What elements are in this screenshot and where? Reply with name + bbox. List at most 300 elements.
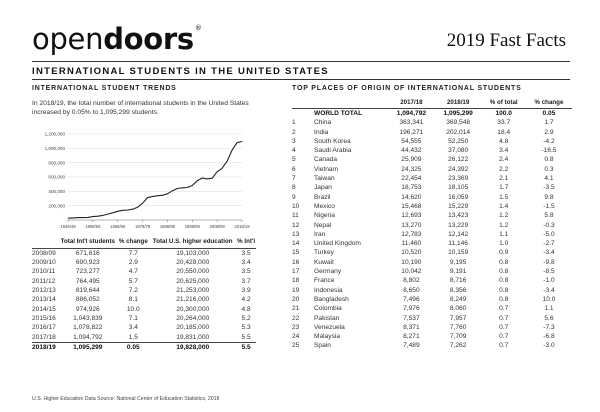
trends-cell: 3.5 [241,268,251,276]
trends-cell: 2011/12 [32,277,56,285]
places-cell: 0.8 [499,258,509,266]
data-point [122,210,123,211]
x-tick-label: 2008/09 [209,224,225,229]
places-cell: 1.0 [499,240,509,248]
places-cell: 1.7 [499,184,509,192]
y-tick-label: 1,000,000 [44,145,65,151]
data-point [117,211,118,212]
places-cell: 8,716 [449,277,467,285]
places-cell: -6.8 [543,333,555,341]
trends-cell: 19,831,000 [176,333,210,341]
y-tick-label: 600,000 [48,174,65,180]
places-cell: 23,369 [448,175,469,183]
places-col-header [292,98,314,109]
trend-line-chart [30,128,250,234]
places-row [292,202,572,211]
places-cell: 26,122 [448,156,469,164]
trends-cell: 20,300,000 [176,305,210,313]
places-cell: 1 [292,119,296,127]
places-col-header: % change [526,98,572,109]
places-cell: -2.7 [543,240,555,248]
places-cell: Spain [314,342,331,350]
places-cell: 7,976 [403,305,420,313]
trends-cell: 20,550,000 [176,268,210,276]
places-cell: 363,341 [399,119,424,127]
places-row [292,230,572,239]
places-cell: 4.1 [544,175,554,183]
places-cell: 369,548 [446,119,471,127]
places-row [292,165,572,174]
places-col-header [314,98,388,109]
places-cell: 196,271 [399,128,424,136]
trends-cell: 20,428,000 [176,258,210,266]
places-cell: Venezuela [314,323,345,331]
trends-cell: 2010/11 [32,268,56,276]
places-cell: 5.6 [544,314,554,322]
trends-cell: 886,052 [75,296,100,304]
places-cell: 9,195 [449,258,467,266]
places-cell: 0.8 [499,295,509,303]
series-line [68,142,242,219]
places-cell: Bangladesh [314,295,349,303]
places-cell: 10,520 [401,249,422,257]
data-point [97,216,98,217]
places-cell: 0.7 [499,314,509,322]
places-cell: 8,371 [403,323,420,331]
places-cell: 1.1 [499,230,509,238]
places-cell: 2.9 [544,128,554,136]
trends-cell: 20,185,000 [176,324,210,332]
data-point [232,150,233,151]
trends-cell: 20,625,000 [176,277,210,285]
trends-cell: 7.1 [128,314,138,322]
places-cell: 18,753 [401,184,422,192]
trends-cell: 2014/15 [32,305,56,313]
data-point [182,187,183,188]
places-total-cell: 1,095,299 [443,110,473,117]
trends-cell: 3.9 [241,286,251,294]
places-row [292,286,572,295]
data-point [212,178,213,179]
places-cell: -1.5 [543,202,555,210]
trends-cell: 4.8 [241,305,251,313]
trends-cell: 2018/19 [32,342,58,352]
data-point [93,216,94,217]
places-cell: 10,190 [401,258,422,266]
trends-row [32,295,256,304]
x-tick-label: 2018/19 [234,224,250,229]
places-cell: Kuwait [314,258,334,266]
places-cell: 7,262 [449,342,467,350]
trends-row [32,267,256,276]
trends-cell: 2015/16 [32,314,56,322]
places-cell: 7,496 [403,295,420,303]
places-cell: 1.7 [544,119,554,127]
places-cell: 21 [292,305,300,313]
places-cell: 0.3 [544,165,554,173]
places-cell: -3.4 [543,249,555,257]
places-cell: 16,059 [448,193,469,201]
places-cell: -1.0 [543,277,555,285]
places-cell: 18,105 [448,184,469,192]
places-cell: Germany [314,268,342,276]
data-point [137,207,138,208]
places-row [292,183,572,192]
places-row [292,314,572,323]
places-cell: 8,271 [403,333,420,341]
places-cell: -7.3 [543,323,555,331]
trends-cell: 4.2 [241,296,251,304]
places-row [292,323,572,332]
places-row [292,211,572,220]
x-tick-label: 1988/89 [159,224,175,229]
trends-cell: 21,253,000 [176,286,210,294]
places-cell: 202,014 [446,128,471,136]
title-divider [32,79,570,80]
trends-row [32,342,256,352]
places-cell: 6 [292,165,296,173]
y-tick-label: 1,200,000 [44,131,65,137]
trends-cell: 3.5 [241,249,251,257]
data-point [207,179,208,180]
places-cell: 14 [292,240,300,248]
places-cell: 22 [292,314,300,322]
trends-cell: 5.7 [128,277,138,285]
data-point [202,178,203,179]
y-tick-label: 800,000 [48,160,65,166]
places-cell: 8,356 [449,286,467,294]
places-cell: 8 [292,184,296,192]
trends-cell: 1,095,299 [58,342,117,352]
places-cell: 1.5 [499,193,509,201]
places-cell: 13,229 [448,221,469,229]
trends-cell: 690,923 [75,258,100,266]
places-cell: 24 [292,333,300,341]
places-cell: 10 [292,202,300,210]
places-cell: 0.8 [499,277,509,285]
places-row [292,128,572,137]
places-total-row [292,109,572,119]
places-cell: 33.7 [497,119,511,127]
data-point [157,195,158,196]
places-cell: 7,709 [449,333,467,341]
places-cell: 9.8 [544,193,554,201]
places-row [292,276,572,285]
places-row [292,137,572,146]
places-cell: United Kingdom [314,240,361,248]
x-tick-label: 1958/59 [85,224,101,229]
places-row [292,193,572,202]
data-point [112,212,113,213]
places-cell: 7,489 [403,342,420,350]
trends-cell: 819,644 [75,286,100,294]
trends-col-header: % change [118,238,150,248]
trends-title: INTERNATIONAL STUDENT TRENDS [32,85,177,92]
places-cell: 0.7 [499,305,509,313]
trends-cell: 1,078,822 [73,324,103,332]
places-row [292,174,572,183]
places-cell: 2 [292,128,296,136]
places-cell: -8.5 [543,268,555,276]
trends-cell: 1,043,839 [73,314,103,322]
places-cell: 13 [292,230,300,238]
data-point [227,161,228,162]
places-cell: 11,146 [448,240,468,248]
places-cell: 12,142 [448,230,469,238]
data-point [197,180,198,181]
trends-row [32,323,256,332]
trends-col-header: Total Int'l students [58,238,117,248]
trends-cell: 0.05 [118,342,150,352]
places-cell: -3.4 [543,286,555,294]
trends-row [32,258,256,267]
data-point [242,141,243,142]
places-row [292,118,572,127]
places-total-cell: 100.0 [495,110,512,117]
places-cell: 12,783 [401,230,422,238]
places-cell: Mexico [314,202,335,210]
data-point [192,185,193,186]
places-cell: -0.3 [543,221,555,229]
places-cell: 15 [292,249,300,257]
places-cell: 8,060 [449,305,467,313]
trends-cell: 10.0 [126,305,140,313]
places-cell: 4 [292,147,296,155]
trends-col-header: Total U.S. higher education [149,238,236,248]
places-cell: Nepal [314,221,332,229]
places-cell: 0.7 [499,323,509,331]
places-cell: -3.0 [543,342,555,350]
places-cell: Vietnam [314,165,339,173]
places-row [292,332,572,341]
places-cell: 1.2 [499,212,509,220]
fast-facts-title: 2019 Fast Facts [446,30,566,51]
source-note: U.S. Higher Education Data Source: National Center of Education Statistics, 2018 [32,396,220,402]
places-cell: 25,909 [401,156,422,164]
places-cell: Saudi Arabia [314,147,352,155]
places-cell: 17 [292,268,300,276]
trends-cell: 5.3 [241,324,251,332]
places-cell: 2.1 [499,175,509,183]
trends-cell: 2013/14 [32,296,56,304]
data-point [83,217,84,218]
places-cell: Pakistan [314,314,340,322]
places-cell: Taiwan [314,175,335,183]
data-point [187,187,188,188]
places-cell: Turkey [314,249,334,257]
places-cell: -4.2 [543,137,555,145]
y-tick-label: 200,000 [48,203,65,209]
logo-doors-text: doors [103,22,194,56]
places-cell: France [314,277,335,285]
places-cell: 11,460 [401,240,422,248]
places-row [292,221,572,230]
places-cell: 9 [292,193,296,201]
places-row [292,304,572,313]
trends-cell: 1.5 [128,333,138,341]
places-cell: 22,454 [401,175,422,183]
trends-cell: 764,495 [75,277,100,285]
data-point [152,196,153,197]
trends-cell: 19,103,000 [176,249,210,257]
places-col-header: 2018/19 [435,98,482,109]
trends-cell: 19,828,000 [149,342,236,352]
places-cell: India [314,128,329,136]
trends-cell: 1,094,792 [73,333,103,341]
places-cell: -16.5 [541,147,557,155]
places-cell: Japan [314,184,332,192]
places-cell: 7,760 [449,323,467,331]
places-cell: 5 [292,156,296,164]
trends-cell: 723,277 [75,268,100,276]
data-point [162,195,163,196]
x-tick-label: 1968/69 [110,224,126,229]
x-tick-label: 1948/49 [60,224,76,229]
page-title: INTERNATIONAL STUDENTS IN THE UNITED STATES [32,66,329,77]
trends-cell: 2.9 [128,258,138,266]
trends-cell: 2008/09 [32,249,56,257]
trends-cell: 974,926 [75,305,100,313]
places-cell: 13,270 [401,221,422,229]
places-total-cell [292,109,314,119]
data-point [127,210,128,211]
places-cell: 11 [292,212,299,220]
places-cell: -5.0 [543,230,555,238]
registered-mark: ® [194,24,202,32]
places-cell: 4.8 [499,137,509,145]
places-total-cell: 0.05 [542,110,556,117]
trends-intro: In 2018/19, the total number of international students in the United States increased by 0.05% to 1,095,299 students. [32,100,249,117]
data-point [222,168,223,169]
trends-row [32,248,256,258]
places-cell: Malaysia [314,333,341,341]
places-cell: 24,325 [401,165,422,173]
places-cell: 8,650 [403,286,420,294]
places-total-cell: 1,094,792 [396,110,427,117]
trends-cell: 2016/17 [32,324,56,332]
data-point [142,203,143,204]
places-cell: 20 [292,295,300,303]
places-row [292,341,572,350]
places-row [292,258,572,267]
places-cell: 0.7 [499,333,509,341]
data-point [177,188,178,189]
places-cell: 8,802 [403,277,420,285]
places-cell: -9.8 [543,258,555,266]
places-col-header: 2017/18 [388,98,435,109]
places-cell: 52,250 [448,137,469,145]
data-point [107,214,108,215]
places-cell: South Korea [314,137,351,145]
trends-cell: 5.5 [241,333,251,341]
places-cell: 24,392 [448,165,469,173]
places-cell: 5.8 [544,212,554,220]
y-tick-label: 400,000 [48,188,65,194]
trends-cell: 3.4 [241,258,251,266]
places-cell: Canada [314,156,338,164]
data-point [237,142,238,143]
places-cell: 37,080 [448,147,469,155]
data-point [68,218,69,219]
places-cell: 10,042 [401,268,422,276]
places-cell: 23 [292,323,300,331]
places-cell: Iran [314,230,326,238]
trend-chart [30,128,250,234]
places-cell: 25 [292,342,300,350]
places-cell: 7,957 [449,314,467,322]
trends-cell: 21,216,000 [176,296,210,304]
data-point [78,217,79,218]
places-cell: 15,468 [401,202,422,210]
trends-cell: 2009/10 [32,258,56,266]
data-point [88,217,89,218]
places-cell: 14,620 [401,193,422,201]
places-row [292,295,572,304]
places-cell: 15,229 [448,202,469,210]
places-cell: 44,432 [401,147,422,155]
places-col-header: % of total [482,98,526,109]
trends-cell: 7.2 [128,286,138,294]
trends-cell: 5.5 [236,342,256,352]
trends-row [32,305,256,314]
trends-cell: 4.7 [128,268,138,276]
logo-open-text: open [32,22,104,56]
places-cell: Nigeria [314,212,335,220]
places-cell: 7,537 [403,314,420,322]
trends-cell: 2017/18 [32,333,56,341]
trends-cell: 3.7 [241,277,251,285]
places-cell: 8,249 [449,295,467,303]
data-point [73,218,74,219]
places-total-cell: WORLD TOTAL [314,110,363,117]
trends-cell: 7.7 [128,249,138,257]
places-cell: 2.4 [499,156,509,164]
trends-col-header [32,238,58,248]
trends-cell: 20,264,000 [176,314,210,322]
places-cell: China [314,119,332,127]
trends-col-header: % Int'l [236,238,256,248]
places-cell: 1.4 [499,202,509,210]
trends-table [32,238,256,352]
places-cell: 2.2 [499,165,509,173]
places-cell: 1.2 [499,221,509,229]
data-point [147,197,148,198]
trends-cell: 2012/13 [32,286,56,294]
places-row [292,239,572,248]
trends-row [32,314,256,323]
places-cell: 0.7 [499,342,509,350]
places-cell: 10,159 [448,249,469,257]
trends-row [32,333,256,343]
places-cell: 12,693 [401,212,422,220]
data-point [132,209,133,210]
places-row [292,155,572,164]
places-title: TOP PLACES OF ORIGIN OF INTERNATIONAL STUDENTS [292,85,522,92]
data-point [167,193,168,194]
places-cell: 1.1 [544,305,554,313]
places-cell: 13,423 [448,212,469,220]
data-point [102,215,103,216]
trends-row [32,277,256,286]
trends-row [32,286,256,295]
places-cell: 10.0 [542,295,556,303]
places-cell: 19 [292,286,300,294]
places-cell: 0.8 [544,156,554,164]
places-cell: 3.4 [499,147,509,155]
places-cell: Colombia [314,305,342,313]
opendoors-logo [32,22,202,56]
places-cell: 0.8 [499,268,509,276]
